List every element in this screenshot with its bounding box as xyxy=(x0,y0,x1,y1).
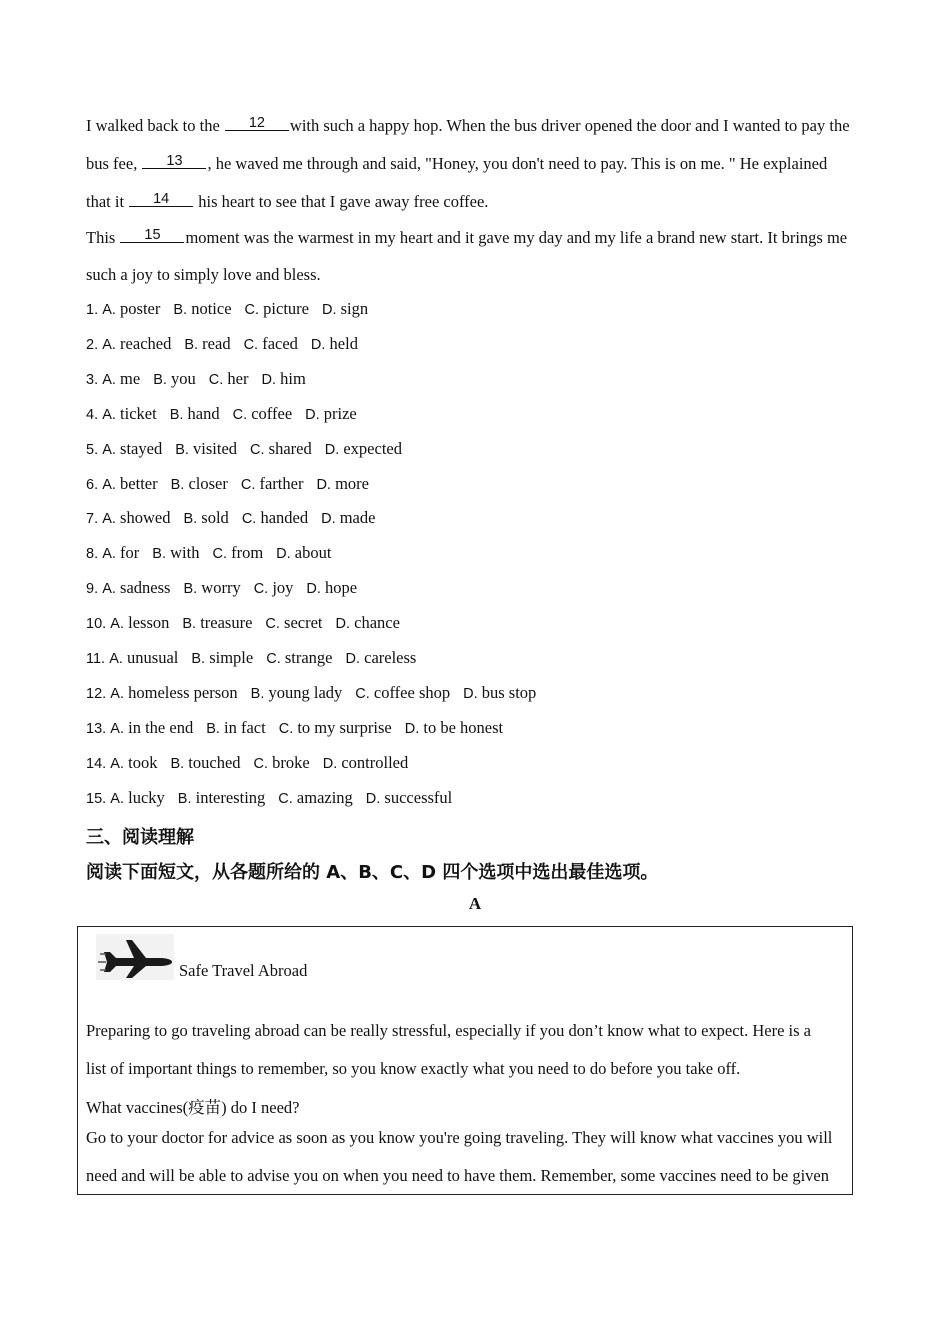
box-heading: Safe Travel Abroad xyxy=(179,961,308,980)
question-row xyxy=(86,369,319,389)
option-d xyxy=(316,474,369,493)
question-row xyxy=(86,683,549,703)
option-text: picture xyxy=(263,299,309,318)
option-letter: D. xyxy=(321,511,336,528)
question-row xyxy=(86,474,382,494)
option-c xyxy=(250,439,312,458)
option-letter: D. xyxy=(276,546,291,563)
option-text: you xyxy=(171,368,196,388)
option-letter: D. xyxy=(321,302,337,318)
question-row xyxy=(86,613,413,633)
option-text: sold xyxy=(201,508,229,528)
option-text: hope xyxy=(325,578,358,598)
option-letter: D. xyxy=(322,755,338,772)
option-a xyxy=(102,578,170,597)
option-text: stayed xyxy=(120,438,163,458)
option-a xyxy=(110,753,157,772)
option-letter: D. xyxy=(316,476,331,493)
box-paragraph-1-line-2: list of important things to remember, so you know exactly what you need to do before you take off. xyxy=(86,1059,741,1078)
option-letter: B. xyxy=(183,581,198,598)
option-letter: A. xyxy=(110,720,124,737)
option-text: farther xyxy=(259,473,304,493)
option-b xyxy=(152,543,199,562)
option-letter: D. xyxy=(310,336,326,353)
option-c xyxy=(233,404,293,423)
option-letter: A. xyxy=(102,441,116,458)
option-letter: C. xyxy=(240,476,256,493)
option-b xyxy=(171,474,228,493)
option-text: secret xyxy=(284,613,323,633)
option-letter: C. xyxy=(253,581,269,598)
option-a xyxy=(102,369,140,388)
option-text: from xyxy=(231,543,264,563)
question-row xyxy=(86,648,429,668)
option-a xyxy=(102,508,170,527)
option-text: faced xyxy=(262,333,298,353)
box-paragraph-1-line-1: Preparing to go traveling abroad can be really stressful, especially if you don’t know what to expect. Here is a xyxy=(86,1021,812,1040)
option-letter: A. xyxy=(102,336,116,353)
option-text: touched xyxy=(188,752,241,772)
box-subheading: What vaccines(疫苗) do I need? xyxy=(86,1098,300,1117)
blank-15: 15 xyxy=(120,228,184,243)
option-letter: C. xyxy=(212,546,227,563)
option-text: to my surprise xyxy=(297,717,392,737)
option-text: treasure xyxy=(200,613,253,633)
cloze-line-5: such a joy to simply love and bless. xyxy=(86,265,321,284)
option-d xyxy=(262,369,306,388)
option-text: about xyxy=(294,543,332,563)
cloze-line-1: I walked back to the 12 with such a happy hop. When the bus driver opened the door and I wanted to pay the xyxy=(86,115,850,135)
box-paragraph-2-line-1: Go to your doctor for advice as soon as you know you're going traveling. They will know what vaccines you will xyxy=(86,1128,833,1147)
option-text: lucky xyxy=(128,787,165,807)
question-row xyxy=(86,543,344,563)
option-a xyxy=(110,683,237,702)
option-letter: B. xyxy=(250,685,265,702)
option-d xyxy=(325,439,402,458)
option-text: shared xyxy=(268,438,312,458)
option-b xyxy=(184,334,230,353)
airplane-icon xyxy=(96,934,174,980)
question-number: 13. xyxy=(86,720,107,737)
option-letter: C. xyxy=(278,720,294,737)
option-letter: D. xyxy=(324,441,340,458)
option-d xyxy=(323,753,409,772)
question-number: 9. xyxy=(86,581,99,598)
option-letter: C. xyxy=(232,406,248,423)
question-row xyxy=(86,718,516,738)
option-text: young lady xyxy=(268,682,343,702)
option-letter: C. xyxy=(250,441,265,458)
option-text: me xyxy=(120,368,141,388)
option-a xyxy=(102,299,160,318)
option-b xyxy=(170,753,240,772)
option-letter: B. xyxy=(153,371,167,388)
question-number: 10. xyxy=(86,616,107,633)
question-row xyxy=(86,753,421,773)
option-text: unusual xyxy=(127,648,179,667)
option-c xyxy=(209,369,249,388)
option-a xyxy=(102,474,157,493)
option-text: sign xyxy=(340,299,369,318)
option-c xyxy=(241,474,304,493)
option-a xyxy=(102,404,156,423)
option-letter: C. xyxy=(244,302,260,318)
section-title: 三、阅读理解 xyxy=(86,827,194,848)
option-text: interesting xyxy=(195,787,266,807)
option-d xyxy=(366,788,452,807)
option-text: broke xyxy=(272,752,310,772)
option-text: ticket xyxy=(120,403,157,423)
option-text: visited xyxy=(193,438,238,458)
option-letter: B. xyxy=(184,336,199,353)
question-number: 7. xyxy=(86,511,99,528)
option-letter: B. xyxy=(206,720,220,737)
option-d xyxy=(306,578,357,597)
option-d xyxy=(321,508,375,527)
option-b xyxy=(153,369,196,388)
option-b xyxy=(175,439,237,458)
option-letter: A. xyxy=(102,546,116,563)
option-a xyxy=(110,788,165,807)
passage-letter: A xyxy=(468,894,482,913)
question-number: 1. xyxy=(86,302,99,318)
option-text: closer xyxy=(188,473,228,493)
option-letter: B. xyxy=(152,546,166,563)
option-letter: B. xyxy=(182,616,197,633)
option-d xyxy=(405,718,503,737)
option-text: handed xyxy=(260,508,309,528)
option-c xyxy=(265,613,322,632)
option-d xyxy=(276,543,331,562)
option-b xyxy=(183,508,228,527)
option-letter: C. xyxy=(253,755,269,772)
option-text: with xyxy=(170,543,200,563)
option-letter: A. xyxy=(110,790,124,807)
question-number: 5. xyxy=(86,441,99,458)
option-text: strange xyxy=(284,648,333,667)
option-letter: A. xyxy=(110,616,124,633)
option-c xyxy=(279,718,392,737)
option-letter: D. xyxy=(335,616,351,633)
option-text: held xyxy=(329,333,358,353)
question-row xyxy=(86,578,370,598)
option-b xyxy=(178,788,265,807)
option-letter: D. xyxy=(261,371,276,388)
option-letter: C. xyxy=(278,790,293,807)
option-d xyxy=(336,613,400,632)
question-number: 8. xyxy=(86,546,99,563)
option-text: bus stop xyxy=(481,682,537,702)
question-number: 4. xyxy=(86,406,99,423)
option-text: more xyxy=(335,473,369,493)
option-letter: B. xyxy=(173,302,188,318)
option-b xyxy=(191,648,253,667)
option-text: poster xyxy=(120,299,161,318)
option-a xyxy=(110,718,193,737)
option-text: took xyxy=(128,752,158,772)
option-d xyxy=(463,683,536,702)
option-a xyxy=(102,334,171,353)
option-text: hand xyxy=(187,403,220,423)
question-number: 14. xyxy=(86,755,107,772)
blank-13: 13 xyxy=(142,154,206,169)
option-letter: A. xyxy=(109,651,123,667)
option-letter: D. xyxy=(365,790,381,807)
question-number: 2. xyxy=(86,336,99,353)
question-row xyxy=(86,788,465,808)
option-text: expected xyxy=(343,438,402,458)
option-text: controlled xyxy=(341,752,409,772)
option-text: showed xyxy=(120,508,171,528)
question-number: 15. xyxy=(86,790,107,807)
option-c xyxy=(244,334,298,353)
option-letter: B. xyxy=(183,511,198,528)
option-letter: D. xyxy=(404,720,420,737)
option-a xyxy=(102,543,139,562)
option-text: made xyxy=(339,508,376,528)
option-letter: A. xyxy=(102,371,116,388)
option-letter: C. xyxy=(266,651,281,667)
option-text: careless xyxy=(364,648,417,667)
option-text: simple xyxy=(209,648,254,667)
option-letter: B. xyxy=(175,441,189,458)
question-row xyxy=(86,508,388,528)
option-letter: B. xyxy=(177,790,192,807)
option-c xyxy=(242,508,308,527)
option-text: coffee shop xyxy=(373,682,451,702)
option-text: in the end xyxy=(128,717,194,737)
option-d xyxy=(311,334,358,353)
option-a xyxy=(102,439,162,458)
cloze-line-2: bus fee, 13 , he waved me through and said, "Honey, you don't need to pay. This is on me. " He explained xyxy=(86,153,828,173)
option-c xyxy=(254,578,294,597)
option-letter: B. xyxy=(169,406,184,423)
option-d xyxy=(346,648,417,667)
option-text: joy xyxy=(272,578,294,598)
option-letter: D. xyxy=(463,685,478,702)
option-letter: C. xyxy=(208,371,224,388)
option-text: amazing xyxy=(296,787,353,807)
option-text: for xyxy=(120,543,140,563)
option-a xyxy=(109,648,178,667)
option-text: lesson xyxy=(128,613,170,633)
option-text: homeless person xyxy=(128,682,238,702)
option-text: worry xyxy=(201,578,241,598)
blank-12: 12 xyxy=(225,116,289,131)
blank-14: 14 xyxy=(129,192,193,207)
option-letter: A. xyxy=(110,685,124,702)
option-text: successful xyxy=(384,787,453,807)
option-b xyxy=(170,404,220,423)
option-text: sadness xyxy=(120,578,171,598)
option-c xyxy=(254,753,310,772)
option-text: notice xyxy=(191,299,232,318)
option-d xyxy=(305,404,357,423)
option-letter: D. xyxy=(345,651,360,667)
option-b xyxy=(173,299,231,318)
question-number: 6. xyxy=(86,476,99,493)
option-letter: B. xyxy=(191,651,206,667)
option-text: read xyxy=(202,333,231,353)
option-text: her xyxy=(227,368,249,388)
question-number: 3. xyxy=(86,371,99,388)
option-c xyxy=(266,648,332,667)
option-letter: B. xyxy=(170,476,185,493)
option-c xyxy=(355,683,450,702)
question-row xyxy=(86,299,381,319)
section-instruction: 阅读下面短文，从各题所给的 A、B、C、D 四个选项中选出最佳选项。 xyxy=(86,862,659,883)
option-letter: C. xyxy=(243,336,259,353)
question-row xyxy=(86,334,371,354)
option-text: prize xyxy=(323,403,357,423)
option-text: him xyxy=(280,368,306,388)
option-c xyxy=(212,543,263,562)
cloze-line-3: that it 14 his heart to see that I gave away free coffee. xyxy=(86,191,489,211)
option-letter: C. xyxy=(265,616,280,633)
option-letter: A. xyxy=(102,581,116,598)
option-letter: A. xyxy=(102,406,116,423)
option-text: reached xyxy=(120,333,172,353)
option-letter: A. xyxy=(102,511,116,528)
option-text: better xyxy=(120,473,158,493)
option-letter: A. xyxy=(102,476,116,493)
option-a xyxy=(110,613,169,632)
option-d xyxy=(322,299,368,318)
option-text: coffee xyxy=(251,403,293,423)
option-b xyxy=(206,718,266,737)
option-b xyxy=(183,578,240,597)
option-letter: C. xyxy=(241,511,257,528)
option-letter: C. xyxy=(355,685,370,702)
option-letter: A. xyxy=(102,302,116,318)
box-paragraph-2-line-2: need and will be able to advise you on when you need to have them. Remember, some vaccines need to be given xyxy=(86,1166,829,1185)
option-text: chance xyxy=(354,613,400,633)
question-number: 11. xyxy=(86,651,106,667)
option-text: to be honest xyxy=(423,717,504,737)
question-row xyxy=(86,439,415,459)
option-c xyxy=(245,299,309,318)
option-text: in fact xyxy=(224,717,266,737)
option-letter: B. xyxy=(170,755,185,772)
option-letter: D. xyxy=(306,581,321,598)
question-number: 12. xyxy=(86,685,107,702)
option-letter: A. xyxy=(110,755,124,772)
cloze-line-4: This 15 moment was the warmest in my heart and it gave my day and my life a brand new start. It brings me xyxy=(86,227,848,247)
option-b xyxy=(182,613,252,632)
option-b xyxy=(251,683,343,702)
option-letter: D. xyxy=(305,406,320,423)
option-c xyxy=(278,788,353,807)
question-row xyxy=(86,404,370,424)
